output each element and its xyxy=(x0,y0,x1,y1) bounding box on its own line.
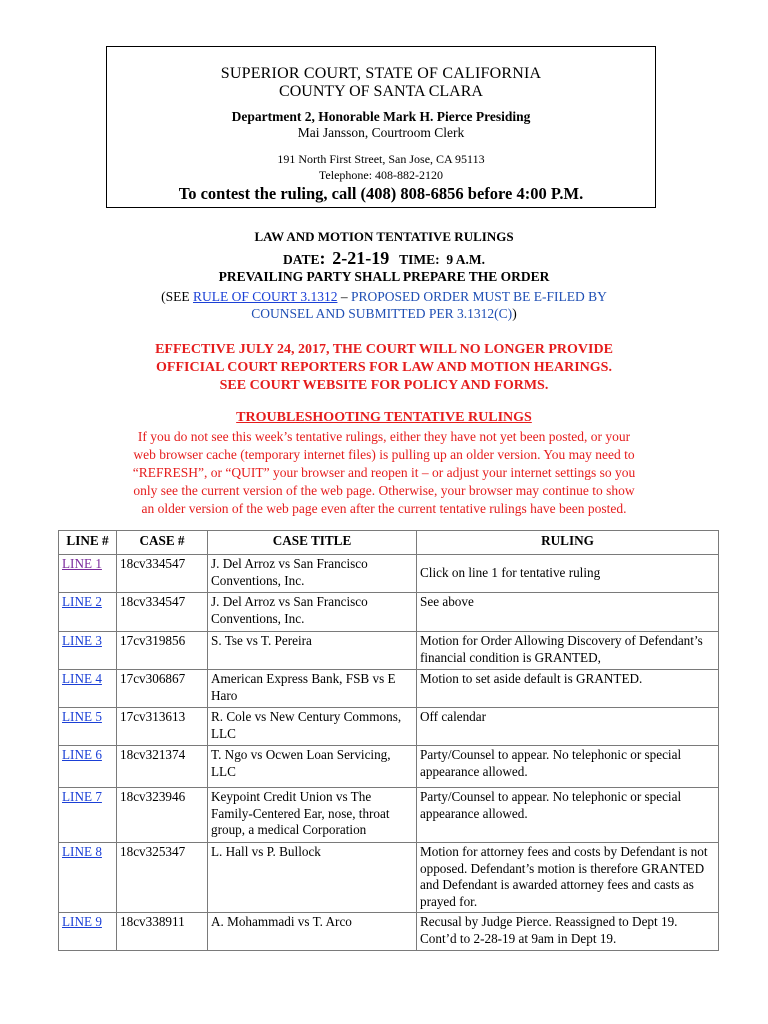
court-header-box xyxy=(106,46,656,208)
line-link[interactable]: LINE 7 xyxy=(62,789,102,804)
rule-of-court-note xyxy=(0,288,768,322)
prevailing-party-line: PREVAILING PARTY SHALL PREPARE THE ORDER xyxy=(218,269,550,284)
case-title: A. Mohammadi vs T. Arco xyxy=(208,913,417,951)
case-number: 18cv338911 xyxy=(117,913,208,951)
ruling-text: Recusal by Judge Pierce. Reassigned to Dept 19. Cont’d to 2-28-19 at 9am in Dept 19. xyxy=(417,913,719,951)
table-row xyxy=(59,746,719,788)
troubleshooting-line-2: web browser cache (temporary internet files) is pulling up an older version. You may need to xyxy=(133,447,635,462)
troubleshooting-line-3: “REFRESH”, or “QUIT” your browser and reopen it – or adjust your internet settings so you xyxy=(132,465,636,480)
court-telephone: Telephone: 408-882-2120 xyxy=(318,168,444,182)
notice-line-3: SEE COURT WEBSITE FOR POLICY AND FORMS. xyxy=(219,378,549,393)
contest-instructions: To contest the ruling, call (408) 808-6856 before 4:00 P.M. xyxy=(178,184,584,203)
line-link[interactable]: LINE 8 xyxy=(62,844,102,859)
table-row xyxy=(59,593,719,632)
ruling-text: Party/Counsel to appear. No telephonic or special appearance allowed. xyxy=(417,746,719,788)
table-row xyxy=(59,843,719,913)
see-prefix: (SEE xyxy=(161,289,193,304)
case-number: 18cv321374 xyxy=(117,746,208,788)
case-title: S. Tse vs T. Pereira xyxy=(208,632,417,670)
notice-line-2: OFFICIAL COURT REPORTERS FOR LAW AND MOTION HEARINGS. xyxy=(156,360,612,375)
case-title: J. Del Arroz vs San Francisco Conventions, Inc. xyxy=(208,593,417,632)
ruling-text: See above xyxy=(417,593,719,632)
line-link[interactable]: LINE 9 xyxy=(62,914,102,929)
case-title: L. Hall vs P. Bullock xyxy=(208,843,417,913)
case-title: American Express Bank, FSB vs E Haro xyxy=(208,670,417,708)
proposed-order-text-2: COUNSEL AND SUBMITTED PER 3.1312(C) xyxy=(251,306,513,321)
notice-line-1: EFFECTIVE JULY 24, 2017, THE COURT WILL NO LONGER PROVIDE xyxy=(155,342,613,357)
dash: – xyxy=(337,289,351,304)
ruling-text: Party/Counsel to appear. No telephonic or special appearance allowed. xyxy=(417,788,719,843)
close-paren: ) xyxy=(512,306,517,321)
case-number: 17cv319856 xyxy=(117,632,208,670)
troubleshooting-text xyxy=(0,428,768,518)
troubleshooting-line-5: an older version of the web page even after the current tentative rulings have been posted. xyxy=(141,501,627,516)
date-value: 2-21-19 xyxy=(332,248,390,268)
ruling-text xyxy=(417,555,719,593)
table-row xyxy=(59,913,719,951)
proposed-order-text-1: PROPOSED ORDER MUST BE E-FILED BY xyxy=(350,289,607,304)
troubleshooting-line-1: If you do not see this week’s tentative rulings, either they have not yet been posted, or your xyxy=(137,429,631,444)
court-address: 191 North First Street, San Jose, CA 95113 xyxy=(277,152,485,166)
case-title: J. Del Arroz vs San Francisco Conventions, Inc. xyxy=(208,555,417,593)
court-reporter-notice xyxy=(0,341,768,395)
header-line: LINE # xyxy=(59,531,117,555)
ruling-text: Motion to set aside default is GRANTED. xyxy=(417,670,719,708)
table-header-row xyxy=(59,531,719,555)
date-label: DATE xyxy=(282,252,320,267)
line-link[interactable]: LINE 6 xyxy=(62,747,102,762)
case-number: 18cv325347 xyxy=(117,843,208,913)
time-label: TIME: xyxy=(399,252,440,267)
court-name: SUPERIOR COURT, STATE OF CALIFORNIA xyxy=(220,65,542,82)
case-title: R. Cole vs New Century Commons, LLC xyxy=(208,708,417,746)
department-line: Department 2, Honorable Mark H. Pierce Presiding xyxy=(231,109,531,124)
case-number: 18cv334547 xyxy=(117,593,208,632)
rule-of-court-link[interactable]: RULE OF COURT 3.1312 xyxy=(193,289,338,304)
table-row xyxy=(59,788,719,843)
line-link[interactable]: LINE 3 xyxy=(62,633,102,648)
header-ruling: RULING xyxy=(417,531,719,555)
line-link[interactable]: LINE 2 xyxy=(62,594,102,609)
clerk-line: Mai Jansson, Courtroom Clerk xyxy=(297,125,465,140)
table-row xyxy=(59,708,719,746)
case-number: 18cv323946 xyxy=(117,788,208,843)
case-number: 17cv306867 xyxy=(117,670,208,708)
table-row xyxy=(59,632,719,670)
ruling-text-content: Click on line 1 for tentative ruling xyxy=(420,564,601,580)
ruling-text: Motion for Order Allowing Discovery of Defendant’s financial condition is GRANTED, xyxy=(417,632,719,670)
line-link[interactable]: LINE 1 xyxy=(62,556,102,571)
line-link[interactable]: LINE 4 xyxy=(62,671,102,686)
session-date-time xyxy=(0,248,768,269)
case-title: Keypoint Credit Union vs The Family-Centered Ear, nose, throat group, a medical Corporation xyxy=(208,788,417,843)
troubleshooting-heading: TROUBLESHOOTING TENTATIVE RULINGS xyxy=(236,410,532,425)
ruling-text: Off calendar xyxy=(417,708,719,746)
rulings-table xyxy=(58,530,719,951)
header-title: CASE TITLE xyxy=(208,531,417,555)
table-row xyxy=(59,555,719,593)
time-value: 9 A.M. xyxy=(446,252,486,267)
county-name: COUNTY OF SANTA CLARA xyxy=(279,83,483,100)
ruling-text: Motion for attorney fees and costs by Defendant is not opposed. Defendant’s motion is therefore GRANTED and Defendant is awarded attorney fees and casts as prayed for. xyxy=(417,843,719,913)
header-case: CASE # xyxy=(117,531,208,555)
table-row xyxy=(59,670,719,708)
troubleshooting-line-4: only see the current version of the web page. Otherwise, your browser may continue to show xyxy=(133,483,635,498)
line-link[interactable]: LINE 5 xyxy=(62,709,102,724)
case-number: 17cv313613 xyxy=(117,708,208,746)
rulings-heading: LAW AND MOTION TENTATIVE RULINGS xyxy=(254,229,514,244)
case-title: T. Ngo vs Ocwen Loan Servicing, LLC xyxy=(208,746,417,788)
case-number: 18cv334547 xyxy=(117,555,208,593)
date-colon: : xyxy=(319,248,326,268)
